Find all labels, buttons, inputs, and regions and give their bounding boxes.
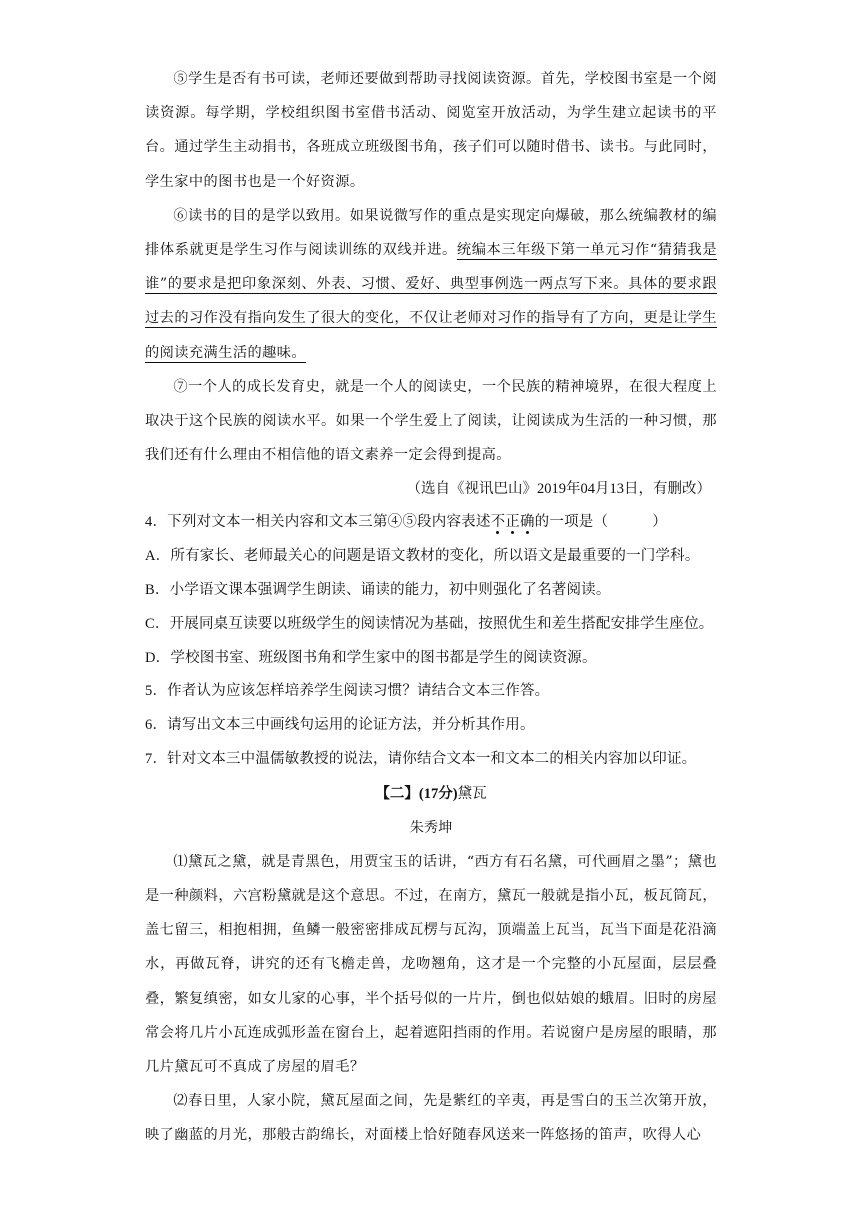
source-citation: （选自《视讯巴山》2019年04月13日，有删改） [406, 481, 711, 498]
option-a: A．所有家长、老师最关心的问题是语文教材的变化，所以语文是最重要的一门学科。 [145, 548, 700, 565]
underlined-sentence: 统编本三年级下第一单元习作“猜猜我是谁”的要求是把印象深刻、外表、习惯、爱好、典型事例选一两点写下来。具体的要求跟过去的习作没有指向发生了很大的变化，不仅让老师对习作的指导有了方向，更是让学生的阅读充满生活的趣味。 [145, 242, 718, 361]
question-4 [145, 506, 717, 540]
paragraph-7: ⑦一个人的成长发育史，就是一个人的阅读史，一个民族的精神境界，在很大程度上取决于这个民族的阅读水平。如果一个学生爱上了阅读，让阅读成为生活的一种习惯，那我们还有什么理由不相信他的语文素养一定会得到提高。 [145, 378, 717, 464]
paragraph-6-text: ⑥读书的目的是学以致用。如果说微写作的重点是实现定向爆破，那么统编教材的编排体系就更是学生习作与阅读训练的双线并进。 [145, 207, 717, 259]
section-2-title: 黛瓦 [457, 785, 487, 802]
section-2-heading [145, 777, 717, 811]
paragraph-5: ⑤学生是否有书可读，老师还要做到帮助寻找阅读资源。首先，学校图书室是一个阅读资源。每学期，学校组织图书室借书活动、阅览室开放活动，为学生建立起读书的平台。通过学生主动捐书，各班成立班级图书角，孩子们可以随时借书、读书。与此同时，学生家中的图书也是一个好资源。 [145, 71, 717, 190]
question-7: 7．针对文本三中温儒敏教授的说法，请你结合文本一和文本二的相关内容加以印证。 [145, 751, 697, 768]
option-b: B．小学语文课本强调学生朗读、诵读的能力，初中则强化了名著阅读。 [145, 582, 611, 599]
emphasis-dot-char: 不 [490, 514, 506, 531]
paragraph-6 [145, 199, 717, 370]
emphasis-dot-char: 正 [505, 514, 520, 531]
document-page [145, 62, 717, 1153]
question-4-text: 4．下列对文本一相关内容和文本三第④⑤段内容表述 [145, 514, 491, 531]
option-c: C．开展同桌互读要以班级学生的阅读情况为基础，按照优生和差生搭配安排学生座位。 [145, 615, 714, 632]
emphasis-dot-char: 确 [519, 514, 535, 531]
question-4-tail: 的一项是（ ） [534, 514, 667, 531]
section-2-paragraph-2: ⑵春日里，人家小院，黛瓦屋面之间，先是紫红的辛夷，再是雪白的玉兰次第开放，映了幽蓝的月光，那般古韵绵长，对面楼上恰好随春风送来一阵悠扬的笛声，吹得人心 [145, 1093, 717, 1144]
section-2-score: 【二】(17分) [375, 785, 458, 802]
option-d: D．学校图书室、班级图书角和学生家中的图书都是学生的阅读资源。 [145, 649, 597, 666]
author-name: 朱秀坤 [409, 819, 453, 836]
question-6: 6．请写出文本三中画线句运用的论证方法，并分析其作用。 [145, 717, 535, 734]
section-2-paragraph-1: ⑴黛瓦之黛，就是青黑色，用贾宝玉的话讲，“西方有石名黛，可代画眉之墨”；黛也是一种颜料，六宫粉黛就是这个意思。不过，在南方，黛瓦一般就是指小瓦，板瓦筒瓦，盖七留三，相抱相拥，鱼鳞一般密密排成瓦楞与瓦沟，顶端盖上瓦当，瓦当下面是花沿滴水，再做瓦脊，讲究的还有飞檐走兽，龙吻翘角，这才是一个完整的小瓦屋面，层层叠叠，繁复缜密，如女儿家的心事，半个括号似的一片片，倒也似姑娘的蛾眉。旧时的房屋常会将几片小瓦连成弧形盖在窗台上，起着遮阳挡雨的作用。若说窗户是房屋的眼睛，那几片黛瓦可不真成了房屋的眉毛？ [145, 853, 717, 1076]
question-5: 5．作者认为应该怎样培养学生阅读习惯？请结合文本三作答。 [145, 683, 550, 700]
